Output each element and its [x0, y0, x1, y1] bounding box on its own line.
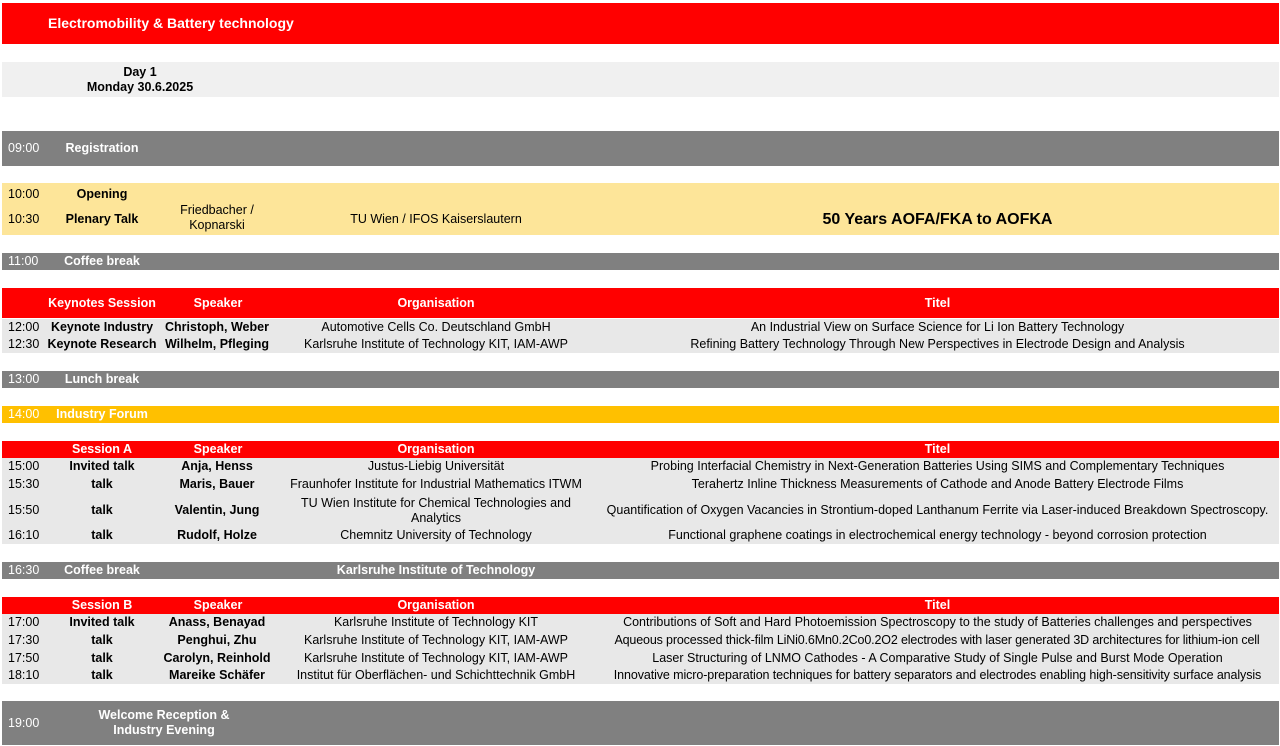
- table-row: [2, 475, 1279, 494]
- day-date: Monday 30.6.2025: [86, 79, 194, 94]
- time: 11:00: [8, 254, 39, 268]
- lunch-break-label: Lunch break: [64, 372, 140, 386]
- table-row: [2, 319, 1279, 336]
- speaker: Rudolf, Holze: [177, 528, 257, 542]
- column-header-title: Titel: [924, 442, 951, 456]
- plenary-type: Plenary Talk: [65, 211, 139, 226]
- time: 12:30: [8, 337, 40, 351]
- talk-title: An Industrial View on Surface Science for Li Ion Battery Technology: [750, 320, 1125, 334]
- time: 17:30: [8, 632, 40, 647]
- speaker: Christoph, Weber: [165, 320, 269, 334]
- registration-row: [2, 131, 1279, 166]
- talk-type: talk: [91, 503, 113, 517]
- time: 16:30: [8, 563, 40, 577]
- organisation: Chemnitz University of Technology: [340, 528, 532, 542]
- day-number: Day 1: [123, 64, 157, 79]
- talk-title: Contributions of Soft and Hard Photoemission Spectroscopy to the study of Batteries challenges and perspectives: [623, 615, 1252, 629]
- opening-block: [2, 183, 1279, 235]
- day-block: [2, 62, 1279, 97]
- table-row: [2, 614, 1279, 631]
- column-header-organisation: Organisation: [397, 295, 475, 310]
- organisation: Fraunhofer Institute for Industrial Mathematics ITWM: [290, 477, 582, 491]
- talk-type: Keynote Industry: [50, 320, 154, 334]
- coffee-break-label: Coffee break: [64, 254, 140, 268]
- welcome-label: Welcome Reception & Industry Evening: [98, 708, 230, 737]
- talk-type: talk: [91, 668, 113, 682]
- talk-title: Aqueous processed thick-film LiNi0.6Mn0.2Co0.2O2 electrodes with laser generated 3D architectures for lithium-ion cell: [614, 632, 1260, 647]
- industry-forum-label: Industry Forum: [56, 407, 148, 421]
- speaker: Carolyn, Reinhold: [163, 650, 271, 665]
- table-row: [2, 649, 1279, 667]
- time: 12:00: [8, 320, 40, 334]
- talk-type: Invited talk: [69, 615, 135, 629]
- session-b-header: [2, 597, 1279, 614]
- column-header-title: Titel: [924, 598, 951, 612]
- coffee-break-row: [2, 253, 1279, 270]
- plenary-org: TU Wien / IFOS Kaiserslautern: [350, 211, 522, 226]
- coffee-break-label: Coffee break: [64, 563, 140, 577]
- talk-type: talk: [91, 477, 113, 491]
- talk-title: Laser Structuring of LNMO Cathodes - A Comparative Study of Single Pulse and Burst Mode Operation: [652, 650, 1223, 665]
- table-row: [2, 631, 1279, 649]
- time: 09:00: [8, 141, 40, 155]
- column-header-speaker: Speaker: [193, 442, 243, 456]
- talk-type: talk: [91, 528, 113, 542]
- page-title: Electromobility & Battery technology: [48, 15, 294, 31]
- time: 10:30: [8, 211, 40, 226]
- speaker: Anja, Henss: [181, 459, 253, 473]
- organisation: Karlsruhe Institute of Technology KIT, IAM-AWP: [303, 337, 568, 351]
- industry-forum-row: [2, 406, 1279, 423]
- time: 15:30: [8, 477, 40, 491]
- talk-type: Invited talk: [69, 459, 135, 473]
- speaker: Mareike Schäfer: [169, 668, 265, 682]
- organisation: Automotive Cells Co. Deutschland GmbH: [321, 320, 551, 334]
- table-row: [2, 667, 1279, 684]
- column-header-title: Titel: [924, 295, 951, 310]
- speaker: Penghui, Zhu: [177, 632, 257, 647]
- column-header-type: Keynotes Session: [48, 295, 156, 310]
- time: 18:10: [8, 668, 40, 682]
- column-header-speaker: Speaker: [193, 598, 243, 612]
- speaker: Anass, Benayad: [168, 615, 266, 629]
- time: 17:50: [8, 650, 40, 665]
- column-header-organisation: Organisation: [397, 598, 475, 612]
- table-row: [2, 458, 1279, 475]
- table-row: [2, 527, 1279, 544]
- column-header-type: Session A: [72, 442, 132, 456]
- lunch-break-row: [2, 371, 1279, 388]
- time: 16:10: [8, 528, 40, 542]
- talk-type: Keynote Research: [47, 337, 157, 351]
- talk-title: Terahertz Inline Thickness Measurements of Cathode and Anode Battery Electrode Films: [691, 477, 1184, 491]
- organisation: Institut für Oberflächen- und Schichttechnik GmbH: [296, 668, 576, 682]
- plenary-speaker: Friedbacher / Kopnarski: [180, 203, 254, 232]
- column-header-organisation: Organisation: [397, 442, 475, 456]
- time: 15:00: [8, 459, 40, 473]
- registration-label: Registration: [65, 141, 139, 155]
- session-a-header: [2, 441, 1279, 458]
- welcome-row: [2, 701, 1279, 745]
- time: 10:00: [8, 186, 40, 201]
- day-label: [46, 62, 234, 97]
- time: 19:00: [8, 715, 40, 730]
- speaker: Wilhelm, Pfleging: [164, 337, 270, 351]
- speaker: Valentin, Jung: [174, 503, 260, 517]
- organisation: Justus-Liebig Universität: [367, 459, 505, 473]
- talk-type: talk: [91, 650, 113, 665]
- table-row: [2, 336, 1279, 353]
- organisation: Karlsruhe Institute of Technology KIT, IAM-AWP: [303, 650, 568, 665]
- organisation: Karlsruhe Institute of Technology KIT, IAM-AWP: [303, 632, 568, 647]
- time: 17:00: [8, 615, 40, 629]
- organisation: TU Wien Institute for Chemical Technologies and Analytics: [300, 495, 572, 525]
- opening-label: Opening: [76, 186, 128, 201]
- coffee-break-row: [2, 562, 1279, 579]
- organisation: Karlsruhe Institute of Technology KIT: [333, 615, 539, 629]
- talk-type: talk: [91, 632, 113, 647]
- talk-title: Innovative micro-preparation techniques for battery separators and electrodes enabling high-sensitivity surface analysis: [613, 668, 1262, 682]
- table-row: [2, 494, 1279, 527]
- time: 14:00: [8, 407, 40, 421]
- keynotes-header: [2, 288, 1279, 318]
- speaker: Maris, Bauer: [179, 477, 255, 491]
- plenary-title: 50 Years AOFA/FKA to AOFKA: [822, 210, 1053, 228]
- coffee-break-sponsor: Karlsruhe Institute of Technology: [336, 563, 536, 577]
- column-header-type: Session B: [71, 598, 133, 612]
- talk-title: Probing Interfacial Chemistry in Next-Generation Batteries Using SIMS and Complementary Techniques: [650, 459, 1225, 473]
- talk-title: Refining Battery Technology Through New Perspectives in Electrode Design and Analysis: [690, 337, 1185, 351]
- column-header-speaker: Speaker: [193, 295, 243, 310]
- talk-title: Quantification of Oxygen Vacancies in Strontium-doped Lanthanum Ferrite via Laser-induced Breakdown Spectroscopy.: [606, 503, 1269, 517]
- time: 15:50: [8, 503, 40, 517]
- talk-title: Functional graphene coatings in electrochemical energy technology - beyond corrosion protection: [668, 528, 1207, 542]
- time: 13:00: [8, 372, 40, 386]
- page-header: [2, 3, 1279, 44]
